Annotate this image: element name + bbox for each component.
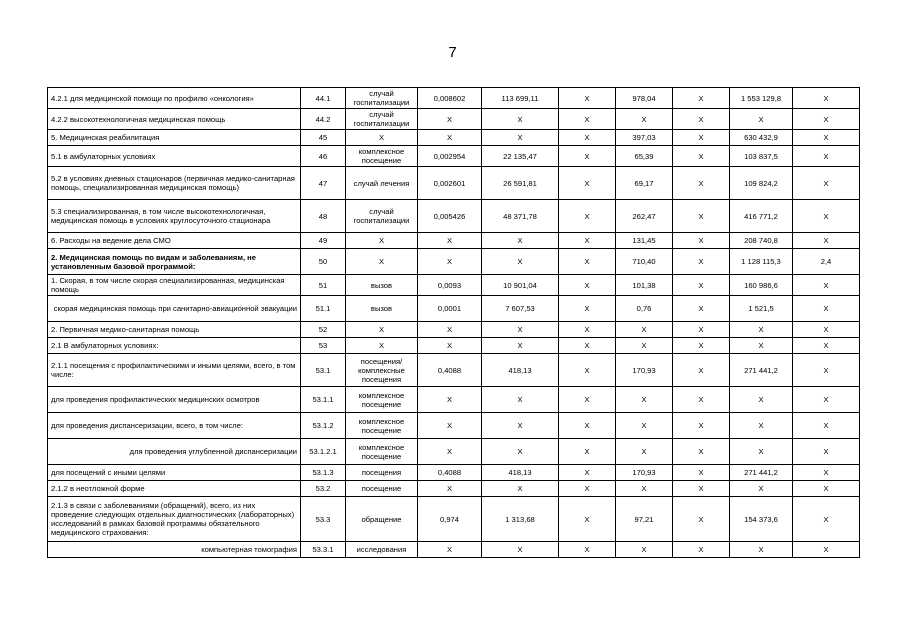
row-unit: вызов — [346, 275, 418, 296]
row-unit: случай госпитализации — [346, 88, 418, 109]
row-value-5: X — [673, 497, 730, 542]
row-value-7: X — [793, 439, 860, 465]
row-value-5: X — [673, 249, 730, 275]
row-value-2: 418,13 — [482, 354, 559, 387]
row-value-3: X — [559, 387, 616, 413]
row-value-4: 170,93 — [616, 465, 673, 481]
row-value-6: 1 553 129,8 — [730, 88, 793, 109]
row-value-3: X — [559, 130, 616, 146]
table-row — [48, 481, 860, 497]
row-name: 1. Скорая, в том числе скорая специализированная, медицинская помощь — [48, 275, 301, 296]
row-value-5: X — [673, 322, 730, 338]
row-value-3: X — [559, 497, 616, 542]
row-value-7: X — [793, 167, 860, 200]
row-code: 52 — [301, 322, 346, 338]
row-code: 53.3 — [301, 497, 346, 542]
row-value-4: 97,21 — [616, 497, 673, 542]
row-value-2: X — [482, 109, 559, 130]
row-value-7: X — [793, 275, 860, 296]
row-name: 5. Медицинская реабилитация — [48, 130, 301, 146]
row-value-7: X — [793, 387, 860, 413]
row-value-7: X — [793, 233, 860, 249]
row-value-1: 0,0001 — [418, 296, 482, 322]
row-value-6: X — [730, 322, 793, 338]
row-value-2: 1 313,68 — [482, 497, 559, 542]
row-value-4: X — [616, 542, 673, 558]
row-value-7: X — [793, 497, 860, 542]
row-value-3: X — [559, 439, 616, 465]
row-code: 48 — [301, 200, 346, 233]
row-value-1: X — [418, 338, 482, 354]
row-value-6: X — [730, 542, 793, 558]
row-value-5: X — [673, 439, 730, 465]
table-row — [48, 233, 860, 249]
row-code: 53.3.1 — [301, 542, 346, 558]
row-value-2: 113 699,11 — [482, 88, 559, 109]
row-name: 6. Расходы на ведение дела СМО — [48, 233, 301, 249]
row-value-2: 26 591,81 — [482, 167, 559, 200]
row-value-5: X — [673, 296, 730, 322]
row-value-7: X — [793, 481, 860, 497]
row-code: 51 — [301, 275, 346, 296]
row-value-4: X — [616, 109, 673, 130]
row-value-4: X — [616, 439, 673, 465]
row-value-1: 0,002601 — [418, 167, 482, 200]
table-row — [48, 322, 860, 338]
row-value-1: 0,002954 — [418, 146, 482, 167]
row-value-1: X — [418, 130, 482, 146]
row-value-2: X — [482, 249, 559, 275]
row-value-3: X — [559, 296, 616, 322]
row-code: 44.1 — [301, 88, 346, 109]
tariff-table — [47, 87, 860, 558]
row-unit: комплексное посещение — [346, 146, 418, 167]
row-value-3: X — [559, 481, 616, 497]
row-name: 4.2.1 для медицинской помощи по профилю «онкология» — [48, 88, 301, 109]
row-value-6: 208 740,8 — [730, 233, 793, 249]
row-value-1: X — [418, 322, 482, 338]
row-value-4: 262,47 — [616, 200, 673, 233]
row-name: для посещений с иными целями — [48, 465, 301, 481]
row-value-4: 397,03 — [616, 130, 673, 146]
row-name: 5.2 в условиях дневных стационаров (первичная медико-санитарная помощь, специализированная медицинская помощь) — [48, 167, 301, 200]
row-name: 2. Медицинская помощь по видам и заболеваниям, не установленным базовой программой: — [48, 249, 301, 275]
row-unit: вызов — [346, 296, 418, 322]
table-row — [48, 413, 860, 439]
row-value-2: X — [482, 413, 559, 439]
row-code: 51.1 — [301, 296, 346, 322]
row-value-3: X — [559, 413, 616, 439]
row-unit: случай лечения — [346, 167, 418, 200]
row-value-4: 170,93 — [616, 354, 673, 387]
row-value-5: X — [673, 109, 730, 130]
row-value-5: X — [673, 275, 730, 296]
row-value-1: X — [418, 109, 482, 130]
row-unit: X — [346, 249, 418, 275]
row-value-2: X — [482, 233, 559, 249]
row-value-2: X — [482, 338, 559, 354]
row-value-4: X — [616, 481, 673, 497]
row-value-7: X — [793, 413, 860, 439]
row-value-4: 69,17 — [616, 167, 673, 200]
row-value-7: X — [793, 88, 860, 109]
row-unit: исследования — [346, 542, 418, 558]
row-value-5: X — [673, 542, 730, 558]
table-row — [48, 542, 860, 558]
row-name: 2.1.1 посещения с профилактическими и иными целями, всего, в том числе: — [48, 354, 301, 387]
row-value-1: 0,008602 — [418, 88, 482, 109]
table-row — [48, 249, 860, 275]
row-value-4: X — [616, 322, 673, 338]
row-value-6: 1 128 115,3 — [730, 249, 793, 275]
row-value-6: 160 986,6 — [730, 275, 793, 296]
table-row — [48, 497, 860, 542]
row-name: 2.1.3 в связи с заболеваниями (обращений), всего, из них проведение следующих отдельных диагностических (лабораторных) исследований в рамках базовой программы обязательного медицинского страхования: — [48, 497, 301, 542]
row-name: компьютерная томография — [48, 542, 301, 558]
row-value-2: 418,13 — [482, 465, 559, 481]
row-value-7: X — [793, 109, 860, 130]
row-value-3: X — [559, 88, 616, 109]
row-value-4: 101,38 — [616, 275, 673, 296]
table-row — [48, 109, 860, 130]
row-name: 2.1.2 в неотложной форме — [48, 481, 301, 497]
row-value-2: X — [482, 322, 559, 338]
row-name: 2. Первичная медико-санитарная помощь — [48, 322, 301, 338]
row-value-2: 22 135,47 — [482, 146, 559, 167]
row-unit: X — [346, 322, 418, 338]
table-row — [48, 146, 860, 167]
row-value-2: X — [482, 387, 559, 413]
row-value-6: 1 521,5 — [730, 296, 793, 322]
row-value-5: X — [673, 354, 730, 387]
row-value-5: X — [673, 481, 730, 497]
row-code: 53.1.1 — [301, 387, 346, 413]
row-value-5: X — [673, 130, 730, 146]
row-value-7: 2,4 — [793, 249, 860, 275]
row-unit: X — [346, 130, 418, 146]
row-value-5: X — [673, 413, 730, 439]
row-unit: комплексное посещение — [346, 387, 418, 413]
row-name: 5.3 специализированная, в том числе высокотехнологичная, медицинская помощь в условиях круглосуточного стационара — [48, 200, 301, 233]
row-code: 45 — [301, 130, 346, 146]
table-row — [48, 88, 860, 109]
row-value-7: X — [793, 338, 860, 354]
row-value-5: X — [673, 465, 730, 481]
row-value-7: X — [793, 200, 860, 233]
row-unit: комплексное посещение — [346, 439, 418, 465]
row-value-6: X — [730, 338, 793, 354]
table-row — [48, 167, 860, 200]
table-row — [48, 130, 860, 146]
row-unit: случай госпитализации — [346, 200, 418, 233]
row-value-5: X — [673, 233, 730, 249]
row-value-4: 978,04 — [616, 88, 673, 109]
row-value-5: X — [673, 88, 730, 109]
row-name: для проведения профилактических медицинских осмотров — [48, 387, 301, 413]
row-unit: X — [346, 233, 418, 249]
row-code: 53.1 — [301, 354, 346, 387]
row-value-1: 0,4088 — [418, 354, 482, 387]
row-value-4: 710,40 — [616, 249, 673, 275]
row-value-2: 7 607,53 — [482, 296, 559, 322]
row-value-6: 271 441,2 — [730, 465, 793, 481]
row-value-6: 416 771,2 — [730, 200, 793, 233]
row-unit: X — [346, 338, 418, 354]
row-value-1: X — [418, 481, 482, 497]
row-value-3: X — [559, 338, 616, 354]
row-value-2: X — [482, 439, 559, 465]
table-row — [48, 296, 860, 322]
row-value-6: X — [730, 109, 793, 130]
row-value-4: 0,76 — [616, 296, 673, 322]
row-value-1: 0,005426 — [418, 200, 482, 233]
row-value-6: 630 432,9 — [730, 130, 793, 146]
row-value-1: X — [418, 542, 482, 558]
row-value-7: X — [793, 322, 860, 338]
row-value-3: X — [559, 465, 616, 481]
row-value-1: X — [418, 233, 482, 249]
row-value-4: X — [616, 413, 673, 439]
row-unit: комплексное посещение — [346, 413, 418, 439]
row-value-6: 109 824,2 — [730, 167, 793, 200]
table-row — [48, 338, 860, 354]
row-value-5: X — [673, 387, 730, 413]
row-code: 49 — [301, 233, 346, 249]
row-value-4: X — [616, 387, 673, 413]
row-name: 4.2.2 высокотехнологичная медицинская помощь — [48, 109, 301, 130]
row-value-4: 131,45 — [616, 233, 673, 249]
row-code: 44.2 — [301, 109, 346, 130]
row-value-7: X — [793, 130, 860, 146]
row-value-6: 154 373,6 — [730, 497, 793, 542]
row-value-6: X — [730, 481, 793, 497]
row-value-2: X — [482, 481, 559, 497]
table-row — [48, 439, 860, 465]
row-value-5: X — [673, 146, 730, 167]
row-value-7: X — [793, 296, 860, 322]
table-row — [48, 465, 860, 481]
row-name: 2.1 В амбулаторных условиях: — [48, 338, 301, 354]
row-code: 46 — [301, 146, 346, 167]
row-unit: обращение — [346, 497, 418, 542]
table-row — [48, 200, 860, 233]
row-value-3: X — [559, 109, 616, 130]
row-value-3: X — [559, 249, 616, 275]
row-unit: случай госпитализации — [346, 109, 418, 130]
row-value-7: X — [793, 465, 860, 481]
row-value-5: X — [673, 167, 730, 200]
row-value-3: X — [559, 233, 616, 249]
row-value-2: 10 901,04 — [482, 275, 559, 296]
row-unit: посещения/ комплексные посещения — [346, 354, 418, 387]
row-value-6: X — [730, 413, 793, 439]
row-value-1: X — [418, 249, 482, 275]
row-code: 53.1.2.1 — [301, 439, 346, 465]
row-value-1: X — [418, 413, 482, 439]
row-value-1: 0,0093 — [418, 275, 482, 296]
table-row — [48, 354, 860, 387]
row-value-3: X — [559, 275, 616, 296]
row-value-7: X — [793, 146, 860, 167]
row-value-6: 271 441,2 — [730, 354, 793, 387]
table-row — [48, 275, 860, 296]
page-number: 7 — [448, 44, 457, 61]
row-value-3: X — [559, 542, 616, 558]
row-value-2: X — [482, 542, 559, 558]
row-value-3: X — [559, 200, 616, 233]
row-value-7: X — [793, 354, 860, 387]
row-value-1: 0,974 — [418, 497, 482, 542]
row-value-1: X — [418, 439, 482, 465]
row-value-3: X — [559, 322, 616, 338]
row-value-6: X — [730, 439, 793, 465]
row-name: для проведения диспансеризации, всего, в том числе: — [48, 413, 301, 439]
row-unit: посещение — [346, 481, 418, 497]
row-value-2: X — [482, 130, 559, 146]
row-value-6: X — [730, 387, 793, 413]
row-value-5: X — [673, 200, 730, 233]
row-code: 47 — [301, 167, 346, 200]
row-code: 53.1.3 — [301, 465, 346, 481]
row-value-3: X — [559, 354, 616, 387]
row-value-1: 0,4088 — [418, 465, 482, 481]
row-value-2: 48 371,78 — [482, 200, 559, 233]
row-name: скорая медицинская помощь при санитарно-авиационной эвакуации — [48, 296, 301, 322]
row-code: 53 — [301, 338, 346, 354]
row-value-4: 65,39 — [616, 146, 673, 167]
row-value-1: X — [418, 387, 482, 413]
row-value-3: X — [559, 167, 616, 200]
row-code: 50 — [301, 249, 346, 275]
row-name: для проведения углубленной диспансеризации — [48, 439, 301, 465]
row-code: 53.2 — [301, 481, 346, 497]
row-value-7: X — [793, 542, 860, 558]
row-name: 5.1 в амбулаторных условиях — [48, 146, 301, 167]
row-value-4: X — [616, 338, 673, 354]
row-unit: посещения — [346, 465, 418, 481]
row-value-5: X — [673, 338, 730, 354]
row-value-3: X — [559, 146, 616, 167]
row-value-6: 103 837,5 — [730, 146, 793, 167]
row-code: 53.1.2 — [301, 413, 346, 439]
table-row — [48, 387, 860, 413]
